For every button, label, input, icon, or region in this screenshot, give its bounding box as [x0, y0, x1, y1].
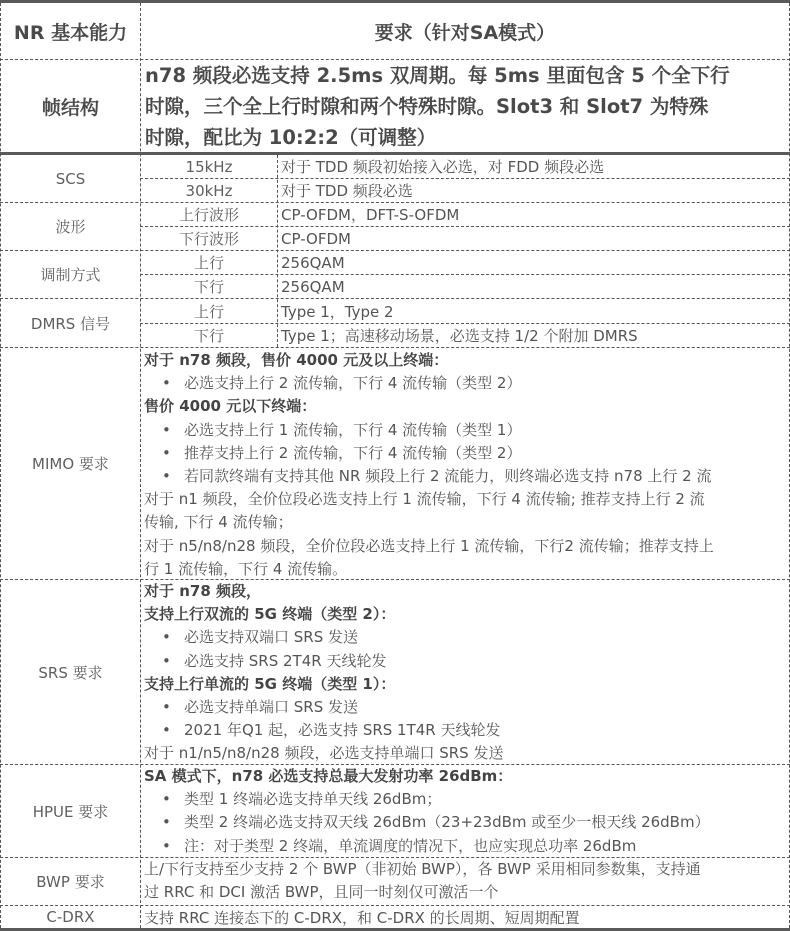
bullet-icon: •	[162, 836, 171, 855]
bullet-icon: •	[162, 374, 171, 393]
modulation-sub-downlink: 下行	[193, 278, 224, 296]
mimo-requirements	[141, 349, 789, 579]
hpue-label: HPUE 要求	[32, 802, 109, 821]
hpue-bullet-text: 类型 1 终端必选支持单天线 26dBm；	[184, 790, 442, 809]
srs-bullet-text: 必选支持双端口 SRS 发送	[184, 628, 359, 647]
waveform-label: 波形	[55, 218, 86, 236]
srs-bullet-text: 2021 年Q1 起，必选支持 SRS 1T4R 天线轮发	[184, 721, 501, 740]
mimo-text: 行 1 流传输，下行 4 流传输。	[144, 559, 348, 578]
scs-label: SCS	[55, 169, 86, 188]
waveform-sub-downlink: 下行波形	[178, 230, 239, 248]
srs-bullet	[144, 626, 789, 649]
hpue-bullet	[144, 811, 789, 834]
mimo-heading: 售价 4000 元以下终端：	[144, 397, 317, 416]
hpue-heading: SA 模式下，n78 必选支持总最大发射功率 26dBm：	[144, 767, 513, 785]
scs-sub-30khz: 30kHz	[185, 181, 233, 200]
bullet-icon: •	[162, 790, 171, 809]
mimo-bullet-text: 若同款终端有支持其他 NR 频段上行 2 流能力，则终端必选支持 n78 上行 2 流	[184, 467, 712, 486]
waveform-value-uplink: CP-OFDM，DFT-S-OFDM	[281, 206, 460, 224]
hpue-bullet	[144, 835, 789, 858]
mimo-text: 传输, 下行 4 流传输；	[144, 513, 293, 532]
mimo-bullet-text: 必选支持上行 1 流传输，下行 4 流传输（类型 1）	[184, 420, 522, 439]
srs-heading: 支持上行单流的 5G 终端（类型 1）：	[144, 674, 396, 693]
mimo-label: MIMO 要求	[32, 455, 109, 473]
srs-heading: 支持上行双流的 5G 终端（类型 2）：	[144, 605, 396, 624]
frame-structure-value	[141, 61, 789, 152]
hpue-bullet-text: 注：对于类型 2 终端，单流调度的情况下，也应实现总功率 26dBm	[184, 836, 637, 855]
waveform-sub-uplink: 上行波形	[178, 206, 239, 224]
srs-label: SRS 要求	[38, 663, 103, 682]
hpue-bullet-text: 类型 2 终端必选支持双天线 26dBm（23+23dBm 或至少一根天线 26dBm）	[184, 813, 710, 832]
srs-requirements	[141, 580, 789, 764]
srs-bullet-text: 必选支持单端口 SRS 发送	[184, 698, 359, 717]
frame-line: n78 频段必选支持 2.5ms 双周期。每 5ms 里面包含 5 个全下行	[145, 64, 730, 87]
frame-line: 时隙，三个全上行时隙和两个特殊时隙。Slot3 和 Slot7 为特殊	[145, 95, 709, 118]
waveform-value-downlink: CP-OFDM	[281, 229, 351, 248]
bullet-icon: •	[162, 813, 171, 832]
modulation-value-uplink: 256QAM	[281, 253, 345, 272]
modulation-label: 调制方式	[40, 266, 101, 284]
dmrs-label: DMRS 信号	[30, 314, 111, 333]
bullet-icon: •	[162, 651, 171, 670]
srs-bullet-text: 必选支持 SRS 2T4R 天线轮发	[184, 651, 387, 670]
mimo-bullet-text: 必选支持上行 2 流传输，下行 4 流传输（类型 2）	[184, 374, 522, 393]
bullet-icon: •	[162, 698, 171, 717]
mimo-text: 对于 n5/n8/n28 频段，全价位段必选支持上行 1 流传输，下行2 流传输；推荐支持上	[144, 536, 714, 555]
scs-value-30khz: 对于 TDD 频段必选	[281, 182, 413, 200]
scs-sub-15khz: 15kHz	[185, 157, 233, 176]
dmrs-sub-uplink: 上行	[193, 302, 224, 321]
mimo-text: 对于 n1 频段，全价位段必选支持上行 1 流传输，下行 4 流传输; 推荐支持上行 2 流	[144, 490, 705, 509]
dmrs-value-downlink: Type 1；高速移动场景，必选支持 1/2 个附加 DMRS	[281, 327, 638, 345]
bwp-label: BWP 要求	[36, 873, 105, 891]
mimo-bullet	[144, 372, 789, 395]
frame-structure-label: 帧结构	[41, 96, 99, 119]
dmrs-sub-downlink: 下行	[193, 327, 224, 345]
bwp-text: 过 RRC 和 DCI 激活 BWP，且同一时刻仅可激活一个	[144, 883, 499, 902]
bullet-icon: •	[162, 721, 171, 740]
bullet-icon: •	[162, 467, 171, 486]
cdrx-value: 支持 RRC 连接态下的 C-DRX，和 C-DRX 的长周期、短周期配置	[144, 908, 580, 927]
dmrs-value-uplink: Type 1，Type 2	[281, 302, 394, 321]
hpue-requirements	[141, 765, 789, 857]
modulation-value-downlink: 256QAM	[281, 277, 345, 296]
bullet-icon: •	[162, 443, 171, 462]
mimo-bullet-text: 推荐支持上行 2 流传输，下行 4 流传输（类型 2）	[184, 443, 522, 462]
mimo-bullet	[144, 442, 789, 465]
header-requirement: 要求（针对SA模式）	[374, 21, 556, 44]
srs-bullet	[144, 650, 789, 673]
mimo-bullet	[144, 465, 789, 488]
srs-heading: 对于 n78 频段，	[144, 582, 261, 600]
cdrx-label: C-DRX	[46, 908, 95, 926]
bullet-icon: •	[162, 420, 171, 439]
srs-text: 对于 n1/n5/n8/n28 频段，必选支持单端口 SRS 发送	[144, 744, 504, 763]
mimo-bullet	[144, 419, 789, 442]
bwp-requirements	[141, 858, 789, 905]
srs-bullet	[144, 696, 789, 719]
mimo-heading: 对于 n78 频段，售价 4000 元及以上终端：	[144, 351, 449, 369]
bullet-icon: •	[162, 628, 171, 647]
modulation-sub-uplink: 上行	[193, 254, 224, 272]
header-capability: NR 基本能力	[13, 21, 128, 44]
hpue-bullet	[144, 788, 789, 811]
bwp-text: 上/下行支持至少支持 2 个 BWP（非初始 BWP），各 BWP 采用相同参数集，支持通	[144, 860, 701, 878]
srs-bullet	[144, 719, 789, 742]
scs-value-15khz: 对于 TDD 频段初始接入必选，对 FDD 频段必选	[281, 158, 605, 176]
frame-line: 时隙，配比为 10:2:2（可调整）	[145, 126, 437, 149]
